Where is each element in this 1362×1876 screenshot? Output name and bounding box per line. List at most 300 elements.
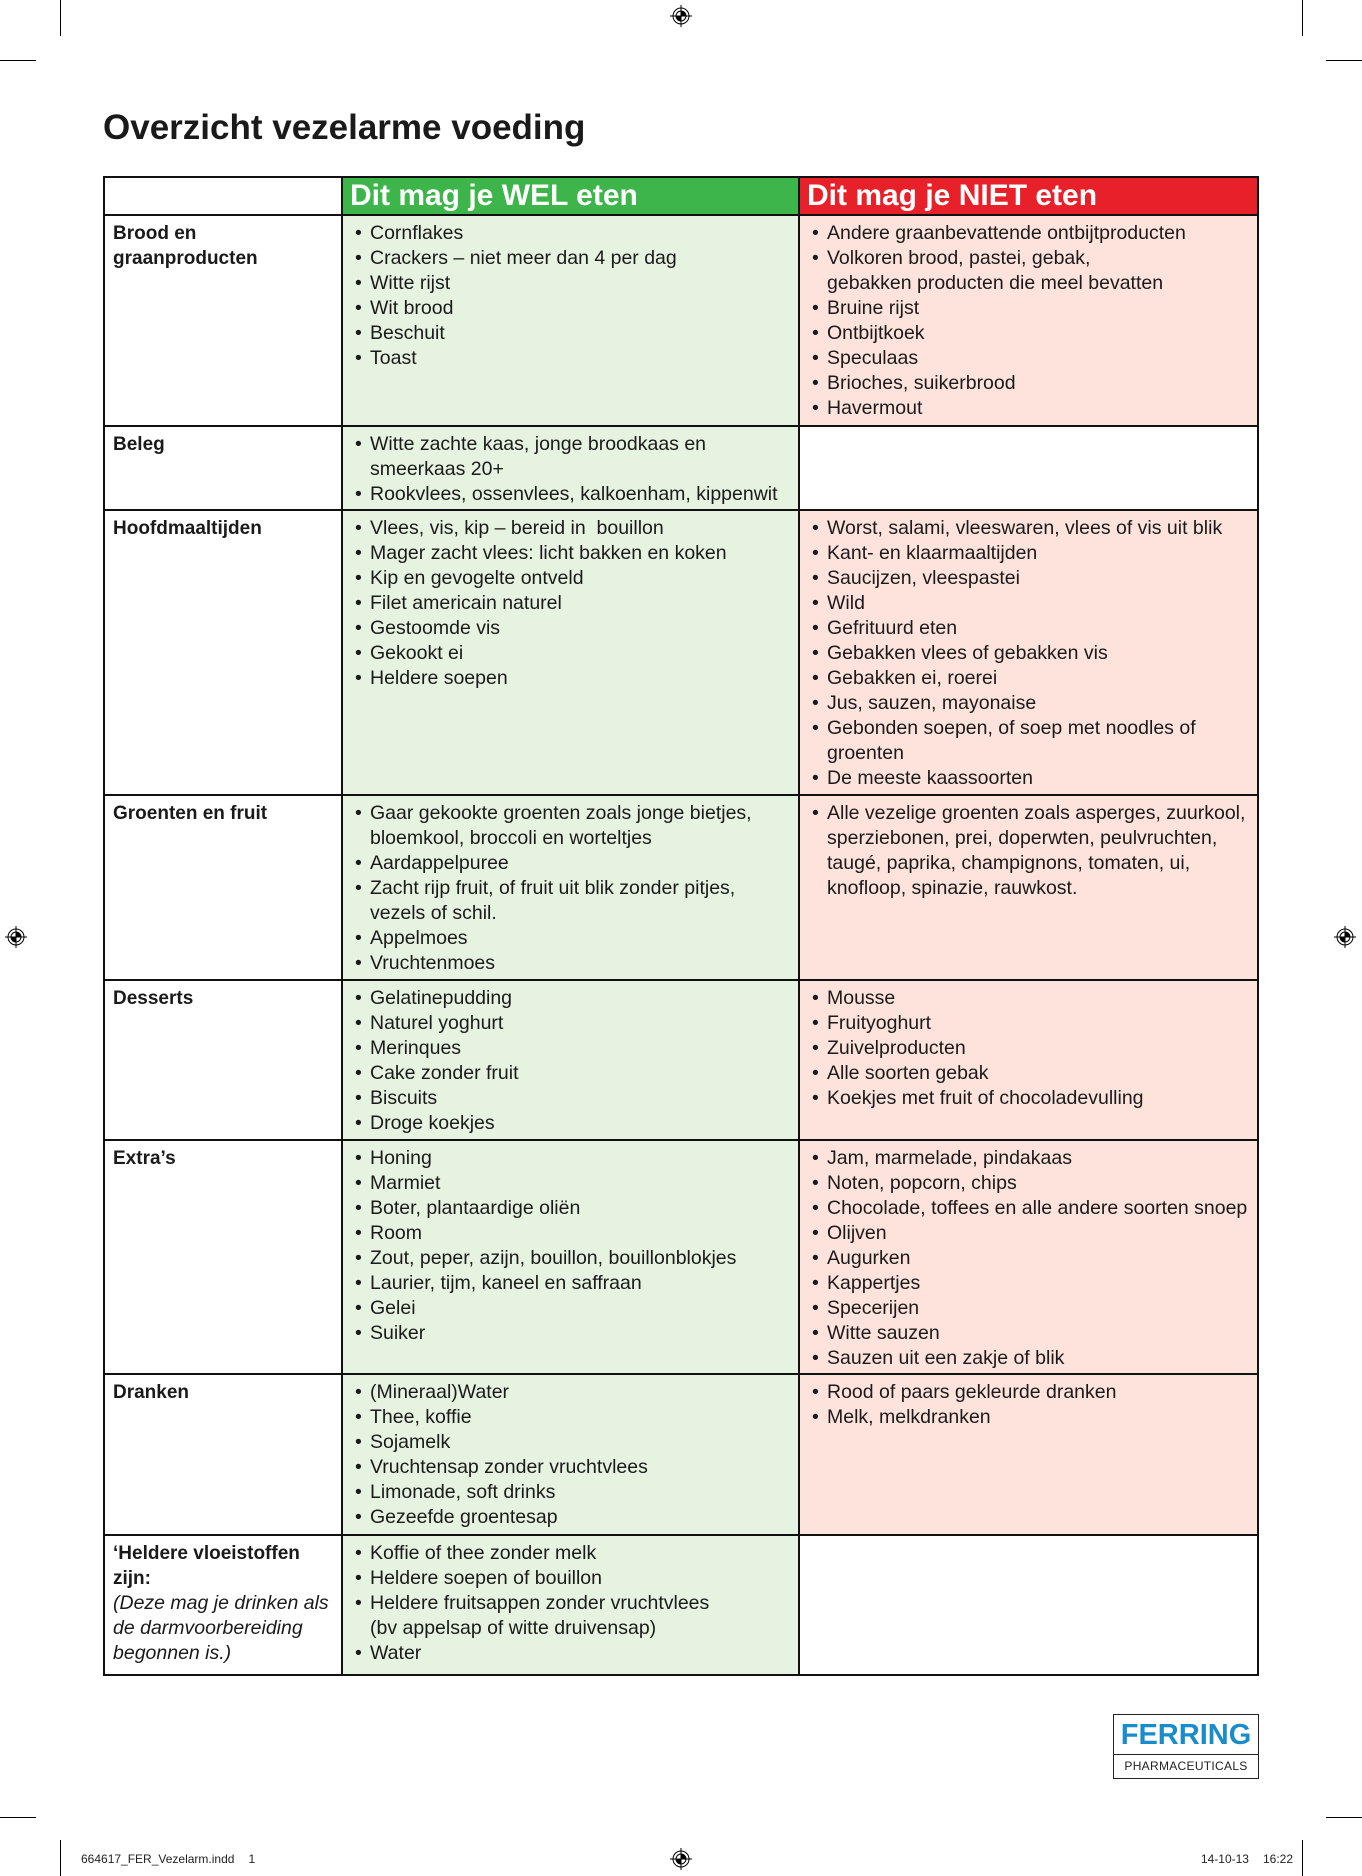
header-allowed: Dit mag je WEL eten xyxy=(343,178,800,214)
list-item xyxy=(355,616,798,641)
list-item xyxy=(355,1505,798,1530)
list-item-text: Gefrituurd eten xyxy=(827,617,958,639)
category-note: (Deze mag je drinken als xyxy=(113,1592,329,1614)
list-item-text: Boter, plantaardige oliën xyxy=(370,1197,581,1219)
bullet-icon xyxy=(355,801,362,826)
list-item xyxy=(812,296,1257,321)
bullet-icon xyxy=(355,296,362,321)
category-cell xyxy=(105,216,343,425)
list-item-text: Wild xyxy=(827,592,865,614)
list-item xyxy=(812,666,1257,691)
bullet-icon xyxy=(355,666,362,691)
table-row xyxy=(105,427,1257,511)
list-item-text: Gebonden soepen, of soep met noodles of xyxy=(827,717,1196,739)
list-item-text: Gaar gekookte groenten zoals jonge bietjes, xyxy=(370,802,752,824)
bullet-icon xyxy=(812,986,819,1011)
list-item-text: smeerkaas 20+ xyxy=(370,458,504,480)
category-label: Dranken xyxy=(113,1382,190,1403)
list-item-text: Koekjes met fruit of chocoladevulling xyxy=(827,1087,1144,1109)
bullet-icon xyxy=(355,1171,362,1196)
forbidden-cell xyxy=(800,981,1257,1139)
registration-mark-icon xyxy=(670,5,692,27)
category-cell xyxy=(105,1375,343,1534)
bullet-icon xyxy=(355,1641,362,1666)
list-item xyxy=(812,1086,1257,1111)
bullet-icon xyxy=(355,1480,362,1505)
category-label: Groenten en fruit xyxy=(113,803,268,824)
list-item xyxy=(812,801,1257,901)
table-header-row xyxy=(105,178,1257,216)
ferring-logo xyxy=(1113,1714,1259,1779)
list-item-text: Vruchtenmoes xyxy=(370,952,496,974)
list-item xyxy=(355,1271,798,1296)
list-item-text: Speculaas xyxy=(827,347,919,369)
list-item xyxy=(812,396,1257,421)
list-item xyxy=(355,1541,798,1566)
bullet-icon xyxy=(355,1505,362,1530)
list-item-text: Gebakken vlees of gebakken vis xyxy=(827,642,1108,664)
list-item xyxy=(355,851,798,876)
bullet-icon xyxy=(355,1271,362,1296)
list-item-text: Appelmoes xyxy=(370,927,468,949)
list-item-text: De meeste kaassoorten xyxy=(827,767,1033,789)
table-row xyxy=(105,511,1257,796)
bullet-icon xyxy=(355,566,362,591)
crop-mark xyxy=(60,0,61,36)
list-item xyxy=(812,1321,1257,1346)
list-item-text: Zacht rijp fruit, of fruit uit blik zonder pitjes, xyxy=(370,877,736,899)
registration-mark-icon xyxy=(1334,926,1356,948)
bullet-icon xyxy=(355,221,362,246)
list-item xyxy=(355,541,798,566)
list-item xyxy=(355,1455,798,1480)
bullet-icon xyxy=(355,1221,362,1246)
list-item-text: Limonade, soft drinks xyxy=(370,1481,556,1503)
list-item xyxy=(355,1641,798,1666)
list-item-text: Alle vezelige groenten zoals asperges, zuurkool, xyxy=(827,802,1246,824)
list-item-text: Naturel yoghurt xyxy=(370,1012,504,1034)
bullet-icon xyxy=(355,986,362,1011)
bullet-icon xyxy=(812,1296,819,1321)
bullet-icon xyxy=(355,591,362,616)
bullet-icon xyxy=(355,541,362,566)
allowed-cell xyxy=(343,216,800,425)
forbidden-cell xyxy=(800,796,1257,979)
logo-name: FERRING xyxy=(1114,1715,1258,1755)
list-item-text: Jam, marmelade, pindakaas xyxy=(827,1147,1072,1169)
list-item xyxy=(812,1061,1257,1086)
bullet-icon xyxy=(812,296,819,321)
list-item-text: Bruine rijst xyxy=(827,297,920,319)
list-item xyxy=(355,1111,798,1136)
list-item xyxy=(355,1061,798,1086)
category-cell xyxy=(105,1141,343,1373)
list-item-text: Brioches, suikerbrood xyxy=(827,372,1016,394)
list-item-text: Zout, peper, azijn, bouillon, bouillonblokjes xyxy=(370,1247,737,1269)
list-item-text: Heldere soepen xyxy=(370,667,508,689)
list-item xyxy=(355,1146,798,1171)
allowed-cell xyxy=(343,1375,800,1534)
bullet-icon xyxy=(355,641,362,666)
bullet-icon xyxy=(812,396,819,421)
list-item-text: Vlees, vis, kip – bereid in bouillon xyxy=(370,517,664,539)
list-item xyxy=(355,1296,798,1321)
list-item xyxy=(812,1346,1257,1371)
list-item xyxy=(812,371,1257,396)
list-item xyxy=(355,246,798,271)
list-item xyxy=(355,271,798,296)
list-item-text: Vruchtensap zonder vruchtvlees xyxy=(370,1456,648,1478)
diet-table xyxy=(103,176,1259,1676)
list-item xyxy=(355,1321,798,1346)
bullet-icon xyxy=(355,1111,362,1136)
list-item-text: Mager zacht vlees: licht bakken en koken xyxy=(370,542,727,564)
list-item xyxy=(355,432,798,482)
list-item xyxy=(355,566,798,591)
list-item-text: Andere graanbevattende ontbijtproducten xyxy=(827,222,1186,244)
list-item-text: Sojamelk xyxy=(370,1431,451,1453)
table-row xyxy=(105,1141,1257,1375)
list-item-text: Thee, koffie xyxy=(370,1406,472,1428)
bullet-icon xyxy=(812,716,819,741)
footer-time: 16:22 xyxy=(1262,1852,1293,1866)
list-item-text: Suiker xyxy=(370,1322,426,1344)
list-item-text: Melk, melkdranken xyxy=(827,1406,991,1428)
list-item-text: Worst, salami, vleeswaren, vlees of vis uit blik xyxy=(827,517,1223,539)
list-item xyxy=(812,541,1257,566)
bullet-icon xyxy=(355,1011,362,1036)
bullet-icon xyxy=(355,432,362,457)
bullet-icon xyxy=(812,1171,819,1196)
bullet-icon xyxy=(812,516,819,541)
forbidden-cell xyxy=(800,511,1257,794)
category-label: Beleg xyxy=(113,434,165,455)
list-item-text: Water xyxy=(370,1642,422,1664)
list-item xyxy=(812,1221,1257,1246)
list-item-text: Droge koekjes xyxy=(370,1112,495,1134)
forbidden-cell xyxy=(800,427,1257,509)
list-item xyxy=(812,716,1257,766)
bullet-icon xyxy=(812,1346,819,1371)
bullet-icon xyxy=(812,666,819,691)
bullet-icon xyxy=(355,951,362,976)
category-cell xyxy=(105,1536,343,1674)
list-item-text: taugé, paprika, champignons, tomaten, ui, xyxy=(827,852,1191,874)
list-item-text: Gekookt ei xyxy=(370,642,464,664)
list-item-text: Laurier, tijm, kaneel en saffraan xyxy=(370,1272,642,1294)
bullet-icon xyxy=(355,321,362,346)
bullet-icon xyxy=(812,1061,819,1086)
bullet-icon xyxy=(812,541,819,566)
list-item xyxy=(355,1591,798,1641)
category-label: graanproducten xyxy=(113,248,258,269)
list-item xyxy=(355,986,798,1011)
list-item xyxy=(812,1036,1257,1061)
forbidden-cell xyxy=(800,1141,1257,1373)
table-row xyxy=(105,216,1257,427)
bullet-icon xyxy=(812,371,819,396)
footer-timestamp xyxy=(1201,1851,1293,1867)
list-item xyxy=(355,482,798,507)
list-item-text: Sauzen uit een zakje of blik xyxy=(827,1347,1065,1369)
list-item xyxy=(355,926,798,951)
list-item-text: Gelei xyxy=(370,1297,416,1319)
bullet-icon xyxy=(355,851,362,876)
bullet-icon xyxy=(355,616,362,641)
allowed-cell xyxy=(343,981,800,1139)
category-note: de darmvoorbereiding xyxy=(113,1617,303,1639)
list-item xyxy=(812,986,1257,1011)
list-item-text: groenten xyxy=(827,742,904,764)
bullet-icon xyxy=(812,591,819,616)
list-item-text: Rookvlees, ossenvlees, kalkoenham, kippenwit xyxy=(370,483,778,505)
list-item xyxy=(355,296,798,321)
bullet-icon xyxy=(355,271,362,296)
bullet-icon xyxy=(355,1591,362,1616)
list-item-text: Witte sauzen xyxy=(827,1322,940,1344)
list-item xyxy=(355,1430,798,1455)
registration-mark-icon xyxy=(670,1848,692,1870)
list-item xyxy=(355,221,798,246)
list-item xyxy=(812,1171,1257,1196)
list-item-text: Honing xyxy=(370,1147,432,1169)
list-item-text: Merinques xyxy=(370,1037,462,1059)
list-item xyxy=(355,1566,798,1591)
bullet-icon xyxy=(355,926,362,951)
bullet-icon xyxy=(812,566,819,591)
page-title: Overzicht vezelarme voeding xyxy=(103,108,586,147)
list-item-text: Rood of paars gekleurde dranken xyxy=(827,1381,1117,1403)
bullet-icon xyxy=(812,1405,819,1430)
list-item xyxy=(355,321,798,346)
list-item-text: Saucijzen, vleespastei xyxy=(827,567,1020,589)
list-item xyxy=(812,1271,1257,1296)
allowed-cell xyxy=(343,1536,800,1674)
list-item-text: Wit brood xyxy=(370,297,454,319)
list-item-text: Toast xyxy=(370,347,417,369)
footer-file-info xyxy=(81,1851,255,1867)
bullet-icon xyxy=(812,766,819,791)
bullet-icon xyxy=(355,1196,362,1221)
list-item xyxy=(355,666,798,691)
bullet-icon xyxy=(355,346,362,371)
table-row xyxy=(105,1375,1257,1536)
list-item-text: Alle soorten gebak xyxy=(827,1062,989,1084)
list-item-text: Witte rijst xyxy=(370,272,451,294)
list-item-text: Beschuit xyxy=(370,322,445,344)
bullet-icon xyxy=(812,1321,819,1346)
list-item-text: Noten, popcorn, chips xyxy=(827,1172,1017,1194)
bullet-icon xyxy=(812,641,819,666)
header-forbidden: Dit mag je NIET eten xyxy=(800,178,1257,214)
footer-date: 14-10-13 xyxy=(1200,1852,1249,1866)
list-item-text: (bv appelsap of witte druivensap) xyxy=(370,1617,657,1639)
allowed-cell xyxy=(343,427,800,509)
table-row xyxy=(105,981,1257,1141)
list-item xyxy=(812,616,1257,641)
bullet-icon xyxy=(355,1380,362,1405)
footer-file: 664617_FER_Vezelarm.indd xyxy=(81,1852,235,1866)
category-label: Extra’s xyxy=(113,1148,176,1169)
list-item-text: knofloop, spinazie, rauwkost. xyxy=(827,877,1078,899)
list-item xyxy=(812,221,1257,246)
registration-mark-icon xyxy=(5,926,27,948)
list-item-text: Gestoomde vis xyxy=(370,617,501,639)
list-item xyxy=(355,1036,798,1061)
forbidden-cell xyxy=(800,1536,1257,1674)
allowed-cell xyxy=(343,511,800,794)
bullet-icon xyxy=(812,1196,819,1221)
bullet-icon xyxy=(355,876,362,901)
list-item-text: Gezeefde groentesap xyxy=(370,1506,558,1528)
list-item xyxy=(355,1405,798,1430)
list-item xyxy=(812,641,1257,666)
list-item-text: Heldere fruitsappen zonder vruchtvlees xyxy=(370,1592,710,1614)
list-item xyxy=(812,1196,1257,1221)
bullet-icon xyxy=(812,1011,819,1036)
logo-subtitle: PHARMACEUTICALS xyxy=(1124,1759,1248,1773)
bullet-icon xyxy=(812,1146,819,1171)
crop-mark xyxy=(0,1817,36,1818)
list-item xyxy=(812,566,1257,591)
list-item xyxy=(812,246,1257,296)
allowed-cell xyxy=(343,1141,800,1373)
list-item xyxy=(355,1221,798,1246)
bullet-icon xyxy=(812,1246,819,1271)
list-item xyxy=(812,1146,1257,1171)
list-item xyxy=(355,951,798,976)
bullet-icon xyxy=(812,246,819,271)
list-item-text: Havermout xyxy=(827,397,923,419)
list-item-text: (Mineraal)Water xyxy=(370,1381,510,1403)
list-item-text: Gelatinepudding xyxy=(370,987,513,1009)
crop-mark xyxy=(1326,1817,1362,1818)
bullet-icon xyxy=(355,1246,362,1271)
list-item-text: Cornflakes xyxy=(370,222,464,244)
bullet-icon xyxy=(355,1430,362,1455)
list-item-text: Volkoren brood, pastei, gebak, xyxy=(827,247,1091,269)
list-item-text: Room xyxy=(370,1222,423,1244)
list-item xyxy=(355,516,798,541)
list-item xyxy=(812,346,1257,371)
list-item-text: Witte zachte kaas, jonge broodkaas en xyxy=(370,433,707,455)
list-item xyxy=(355,1196,798,1221)
list-item-text: Zuivelproducten xyxy=(827,1037,966,1059)
category-cell xyxy=(105,796,343,979)
list-item-text: Filet americain naturel xyxy=(370,592,562,614)
table-row xyxy=(105,796,1257,981)
bullet-icon xyxy=(812,221,819,246)
bullet-icon xyxy=(812,1221,819,1246)
list-item-text: Specerijen xyxy=(827,1297,920,1319)
bullet-icon xyxy=(355,1296,362,1321)
list-item xyxy=(812,1380,1257,1405)
list-item-text: gebakken producten die meel bevatten xyxy=(827,272,1164,294)
bullet-icon xyxy=(355,482,362,507)
list-item xyxy=(355,1246,798,1271)
list-item xyxy=(812,591,1257,616)
category-label: Brood en xyxy=(113,223,197,244)
list-item xyxy=(812,1011,1257,1036)
forbidden-cell xyxy=(800,216,1257,425)
list-item xyxy=(812,516,1257,541)
bullet-icon xyxy=(812,346,819,371)
crop-mark xyxy=(0,60,36,61)
category-cell xyxy=(105,427,343,509)
bullet-icon xyxy=(812,1380,819,1405)
bullet-icon xyxy=(355,246,362,271)
forbidden-cell xyxy=(800,1375,1257,1534)
bullet-icon xyxy=(355,516,362,541)
footer-page: 1 xyxy=(248,1852,256,1866)
list-item-text: Crackers – niet meer dan 4 per dag xyxy=(370,247,677,269)
crop-mark xyxy=(1326,60,1362,61)
bullet-icon xyxy=(812,1086,819,1111)
bullet-icon xyxy=(355,1541,362,1566)
category-label: ‘Heldere vloeistoffen xyxy=(113,1543,300,1564)
bullet-icon xyxy=(355,1455,362,1480)
list-item xyxy=(812,1246,1257,1271)
list-item xyxy=(355,876,798,926)
list-item-text: Jus, sauzen, mayonaise xyxy=(827,692,1037,714)
list-item-text: Kappertjes xyxy=(827,1272,921,1294)
bullet-icon xyxy=(812,321,819,346)
bullet-icon xyxy=(812,691,819,716)
list-item-text: Gebakken ei, roerei xyxy=(827,667,998,689)
list-item xyxy=(355,1380,798,1405)
list-item-text: Kip en gevogelte ontveld xyxy=(370,567,584,589)
header-category-cell xyxy=(105,178,343,214)
bullet-icon xyxy=(355,1086,362,1111)
list-item-text: Augurken xyxy=(827,1247,911,1269)
list-item xyxy=(355,1480,798,1505)
list-item-text: Chocolade, toffees en alle andere soorten snoep xyxy=(827,1197,1248,1219)
table-row xyxy=(105,1536,1257,1674)
list-item-text: Mousse xyxy=(827,987,896,1009)
list-item xyxy=(812,766,1257,791)
list-item xyxy=(355,346,798,371)
list-item-text: Heldere soepen of bouillon xyxy=(370,1567,603,1589)
category-label: Desserts xyxy=(113,988,194,1009)
list-item-text: Kant- en klaarmaaltijden xyxy=(827,542,1038,564)
category-cell xyxy=(105,511,343,794)
bullet-icon xyxy=(355,1321,362,1346)
list-item-text: Olijven xyxy=(827,1222,887,1244)
bullet-icon xyxy=(812,1271,819,1296)
list-item xyxy=(355,641,798,666)
list-item-text: Cake zonder fruit xyxy=(370,1062,519,1084)
bullet-icon xyxy=(812,801,819,826)
list-item xyxy=(812,1405,1257,1430)
allowed-cell xyxy=(343,796,800,979)
table-body xyxy=(105,216,1257,1674)
list-item-text: Aardappelpuree xyxy=(370,852,509,874)
list-item-text: vezels of schil. xyxy=(370,902,497,924)
category-cell xyxy=(105,981,343,1139)
list-item xyxy=(812,691,1257,716)
list-item-text: Biscuits xyxy=(370,1087,438,1109)
list-item xyxy=(355,1171,798,1196)
crop-mark xyxy=(1302,0,1303,36)
list-item xyxy=(355,1086,798,1111)
list-item-text: Marmiet xyxy=(370,1172,441,1194)
list-item xyxy=(812,1296,1257,1321)
bullet-icon xyxy=(812,616,819,641)
list-item-text: Ontbijtkoek xyxy=(827,322,925,344)
list-item-text: bloemkool, broccoli en worteltjes xyxy=(370,827,652,849)
list-item xyxy=(355,591,798,616)
list-item-text: Koffie of thee zonder melk xyxy=(370,1542,597,1564)
